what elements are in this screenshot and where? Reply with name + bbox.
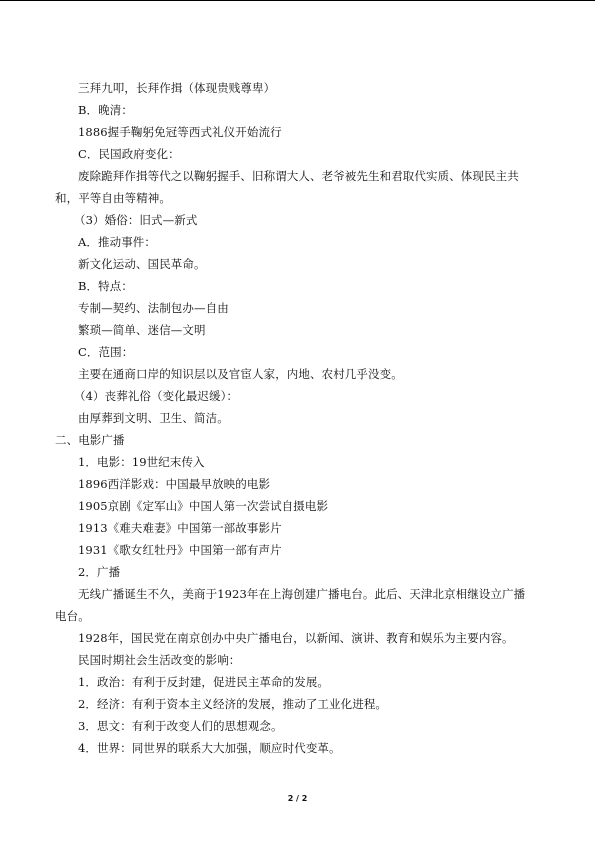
text-line: B．晚清：	[78, 103, 133, 117]
text-line: 1．政治：有利于反封建，促进民主革命的发展。	[78, 675, 330, 689]
text-line: 2．经济：有利于资本主义经济的发展，推动了工业化进程。	[78, 697, 388, 711]
text-line: 1896西洋影戏：中国最早放映的电影	[78, 477, 271, 491]
text-line: 2．广播	[78, 565, 121, 579]
text-line: 1．电影：19世纪末传入	[78, 455, 205, 469]
text-line: 1928年，国民党在南京创办中央广播电台，以新闻、演讲、教育和娱乐为主要内容。	[78, 631, 514, 645]
text-line: 繁琐—简单、迷信—文明	[78, 323, 206, 337]
text-line: 由厚葬到文明、卫生、简洁。	[78, 411, 229, 425]
text-line: 主要在通商口岸的知识层以及官宦人家，内地、农村几乎没变。	[78, 367, 403, 381]
text-line: 三拜九叩，长拜作揖（体现贵贱尊卑）	[78, 81, 276, 95]
text-line: 1905京剧《定军山》中国人第一次尝试自摄电影	[78, 499, 329, 513]
text-line: 和，平等自由等精神。	[55, 191, 171, 205]
chapter-heading: 二、电影广播	[55, 433, 125, 447]
text-line: C．范围：	[78, 345, 134, 359]
text-line: 4．世界：同世界的联系大大加强，顺应时代变革。	[78, 741, 341, 755]
text-line: 废除跪拜作揖等代之以鞠躬握手、旧称谓大人、老爷被先生和君取代实质、体现民主共	[78, 169, 519, 183]
text-line: 电台。	[55, 609, 90, 623]
text-line: C．民国政府变化：	[78, 147, 180, 161]
text-line: 专制—契约、法制包办—自由	[78, 301, 229, 315]
page-number: 2 / 2	[287, 794, 308, 803]
text-line: 3．思文：有利于改变人们的思想观念。	[78, 719, 283, 733]
text-line: 1886握手鞠躬免冠等西式礼仪开始流行	[78, 125, 282, 139]
text-line: 1913《难夫难妻》中国第一部故事影片	[78, 521, 282, 535]
text-line: B．特点：	[78, 279, 133, 293]
text-line: 民国时期社会生活改变的影响：	[78, 653, 241, 667]
section-heading: （4）丧葬礼俗（变化最迟缓）：	[74, 389, 239, 403]
text-line: 新文化运动、国民革命。	[78, 257, 206, 271]
text-line: 无线广播诞生不久，美商于1923年在上海创建广播电台。此后、天津北京相继设立广播	[78, 587, 526, 601]
section-heading: （3）婚俗：旧式—新式	[74, 213, 198, 227]
text-line: A．推动事件：	[78, 235, 157, 249]
text-line: 1931《歌女红牡丹》中国第一部有声片	[78, 543, 282, 557]
